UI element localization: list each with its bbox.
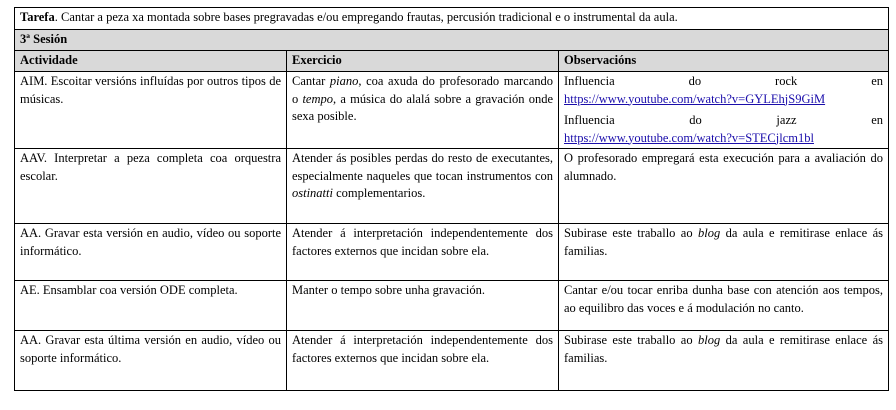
exercise-text: , a música do alalá sobre a gravación onde sexa posible.: [292, 91, 553, 123]
exercise-cell: Atender á interpretación independentemente dos factores externos que incidan sobre ela.: [287, 331, 559, 391]
exercise-cell: Manter o tempo sobre unha gravación.: [287, 281, 559, 331]
exercise-text: complementarios.: [332, 186, 426, 200]
table-row: [15, 224, 889, 281]
exercise-cell: Atender á interpretación independentemente dos factores externos que incidan sobre ela.: [287, 224, 559, 281]
observations-text: Subirase este traballo ao: [564, 333, 698, 347]
observations-cell: [559, 224, 889, 281]
exercise-text: Atender ás posibles perdas do resto de executantes, especialmente naqueles que tocan instrumentos con: [292, 151, 553, 183]
session-title: 3ª Sesión: [15, 30, 889, 51]
session-row: [15, 30, 889, 51]
influence-rock-label: Influencia do rock en: [564, 74, 883, 88]
observations-cell: O profesorado empregará esta execución para a avaliación do alumnado.: [559, 149, 889, 224]
session-table: [14, 7, 889, 391]
task-cell: [15, 8, 889, 30]
task-label: Tarefa: [20, 10, 55, 24]
header-exercise: Exercicio: [287, 51, 559, 72]
header-row: [15, 51, 889, 72]
exercise-italic: tempo: [302, 91, 334, 106]
observations-italic: blog: [698, 333, 721, 347]
exercise-text: , coa axuda do profesorado marcando o: [292, 74, 553, 106]
observations-italic: blog: [698, 226, 721, 240]
activity-cell: AE. Ensamblar coa versión ODE completa.: [15, 281, 287, 331]
activity-cell: AIM. Escoitar versións influídas por outros tipos de músicas.: [15, 72, 287, 149]
youtube-link-rock[interactable]: https://www.youtube.com/watch?v=GYLEhjS9GiM: [564, 91, 826, 106]
table-row: [15, 281, 889, 331]
exercise-italic: ostinatti: [292, 186, 333, 200]
activity-cell: AA. Gravar esta última versión en audio, vídeo ou soporte informático.: [15, 331, 287, 391]
header-activity: Actividade: [15, 51, 287, 72]
task-row: [15, 8, 889, 30]
youtube-link-jazz[interactable]: https://www.youtube.com/watch?v=STECjlcm1bl: [564, 130, 814, 145]
observations-cell: [559, 331, 889, 391]
exercise-cell: [287, 149, 559, 224]
document-page: [14, 7, 888, 391]
activity-cell: AA. Gravar esta versión en audio, vídeo ou soporte informático.: [15, 224, 287, 281]
activity-cell: AAV. Interpretar a peza completa coa orquestra escolar.: [15, 149, 287, 224]
exercise-text: Cantar: [292, 74, 330, 88]
table-row: [15, 149, 889, 224]
observations-text: Subirase este traballo ao: [564, 226, 698, 240]
observations-cell: [559, 72, 889, 149]
exercise-cell: [287, 72, 559, 149]
task-text: . Cantar a peza xa montada sobre bases pregravadas e/ou empregando frautas, percusión tradicional e o instrumental da aula.: [54, 10, 678, 24]
table-row: [15, 331, 889, 391]
observations-text: da aula e remitirase enlace ás familias.: [564, 226, 883, 258]
exercise-italic: piano: [329, 74, 359, 88]
table-row: [15, 72, 889, 149]
header-observations: Observacións: [559, 51, 889, 72]
observations-cell: Cantar e/ou tocar enriba dunha base con atención aos tempos, ao equilibro das voces e á modulación no canto.: [559, 281, 889, 331]
observations-text: da aula e remitirase enlace ás familias.: [564, 333, 883, 365]
influence-jazz-label: Influencia do jazz en: [564, 113, 883, 127]
